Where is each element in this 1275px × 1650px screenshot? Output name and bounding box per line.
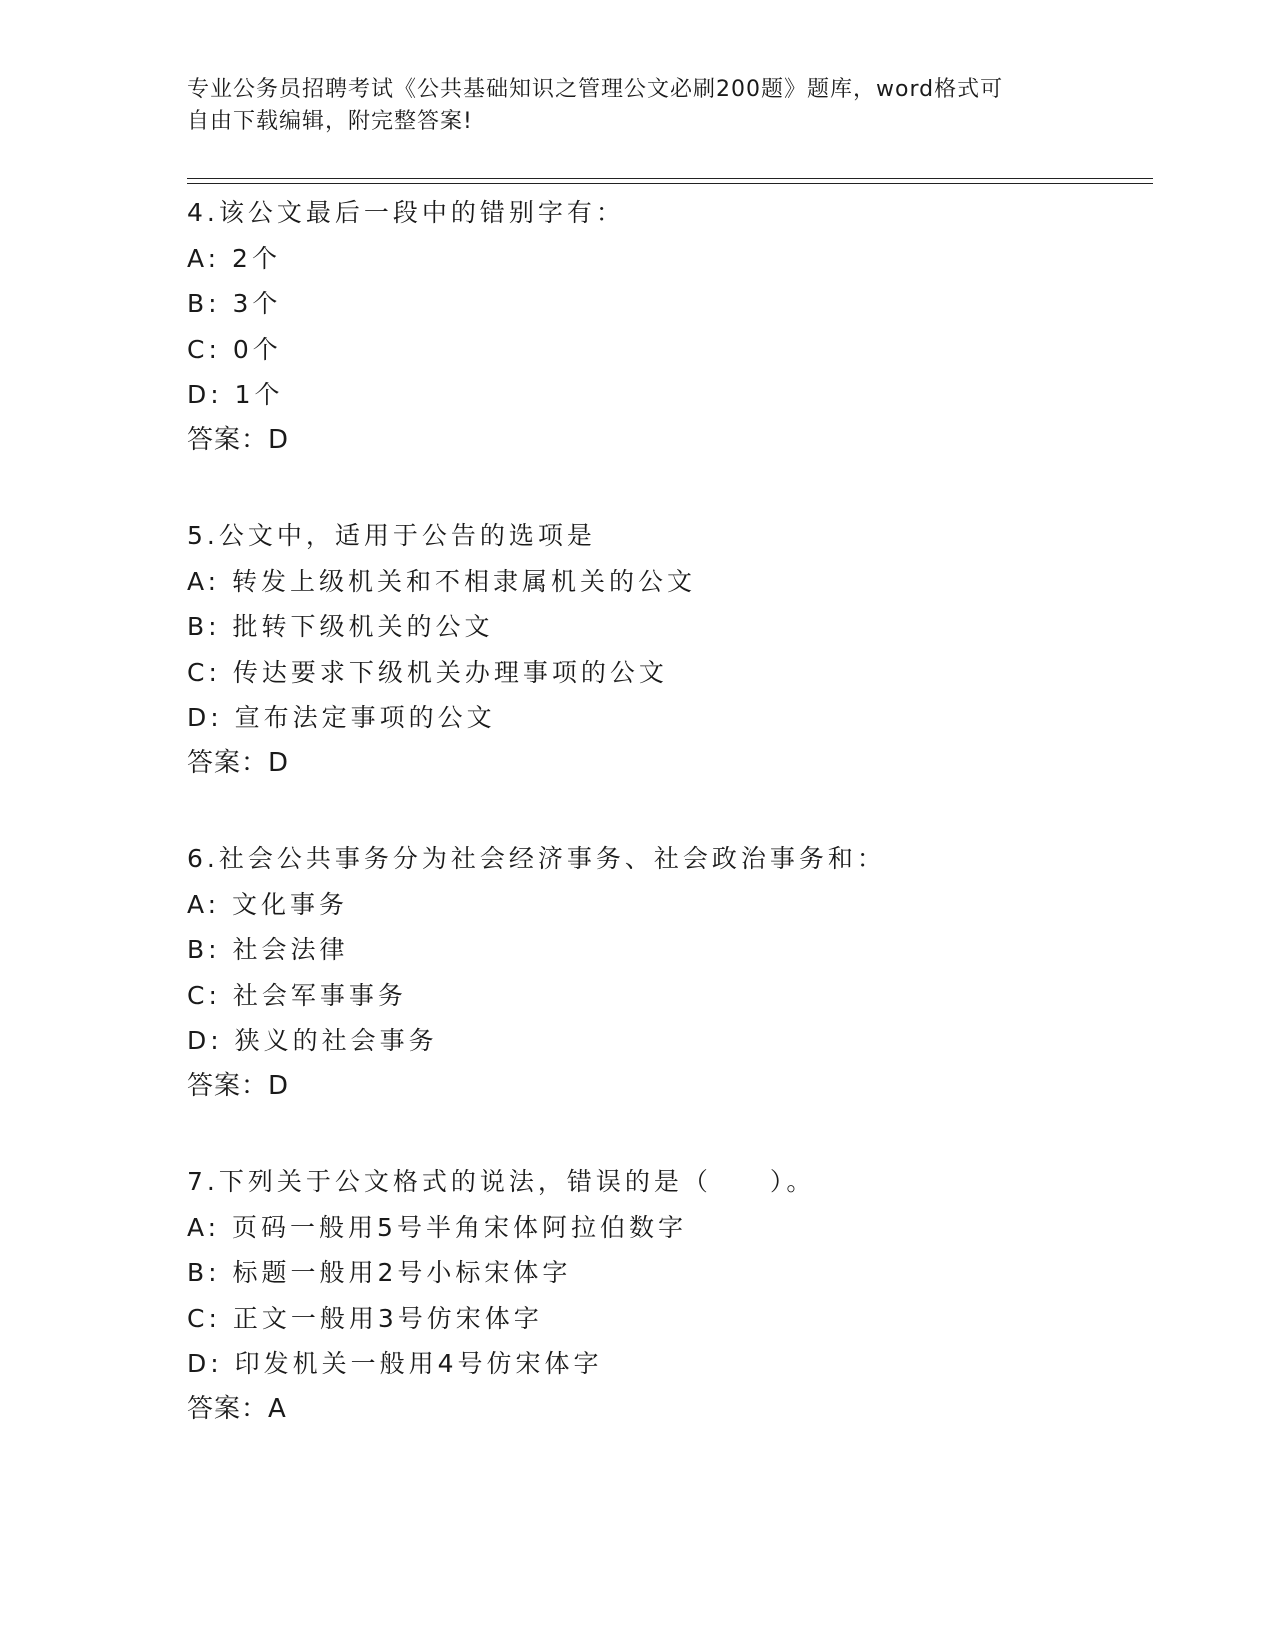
question-5 <box>187 513 1147 786</box>
question-stem: 5.公文中，适用于公告的选项是 <box>187 521 596 550</box>
answer-line: 答案：D <box>187 1070 290 1101</box>
question-stem: 7.下列关于公文格式的说法，错误的是（ ）。 <box>187 1167 816 1196</box>
question-6 <box>187 836 1147 1109</box>
option-c: C: 社会军事事务 <box>187 980 407 1010</box>
header-divider <box>187 178 1153 184</box>
option-b: B: 标题一般用2号小标宋体字 <box>187 1258 572 1287</box>
option-d: D: 印发机关一般用4号仿宋体字 <box>187 1349 603 1378</box>
option-d: D: 宣布法定事项的公文 <box>187 703 496 732</box>
answer-line: 答案：D <box>187 747 290 778</box>
option-d: D: 狭义的社会事务 <box>187 1026 438 1055</box>
header-line-1: 专业公务员招聘考试《公共基础知识之管理公文必刷200题》题库，word格式可 <box>187 77 1004 102</box>
document-header <box>187 74 1067 138</box>
option-b: B: 批转下级机关的公文 <box>187 612 494 641</box>
option-a: A: 页码一般用5号半角宋体阿拉伯数字 <box>187 1212 687 1242</box>
option-b: B: 3个 <box>187 289 282 318</box>
option-b: B: 社会法律 <box>187 935 349 964</box>
option-a: A: 2个 <box>187 243 281 273</box>
question-7 <box>187 1159 1147 1432</box>
answer-line: 答案：A <box>187 1393 287 1424</box>
option-a: A: 转发上级机关和不相隶属机关的公文 <box>187 566 697 596</box>
option-d: D: 1个 <box>187 380 284 409</box>
header-line-2: 自由下载编辑，附完整答案! <box>187 109 473 134</box>
option-c: C: 正文一般用3号仿宋体字 <box>187 1303 543 1333</box>
option-c: C: 传达要求下级机关办理事项的公文 <box>187 657 668 687</box>
question-4 <box>187 190 1147 463</box>
question-stem: 4.该公文最后一段中的错别字有： <box>187 198 625 227</box>
question-stem: 6.社会公共事务分为社会经济事务、社会政治事务和： <box>187 844 886 873</box>
answer-line: 答案：D <box>187 424 290 455</box>
option-c: C: 0个 <box>187 334 282 364</box>
option-a: A: 文化事务 <box>187 889 349 919</box>
question-list <box>187 190 1147 1482</box>
